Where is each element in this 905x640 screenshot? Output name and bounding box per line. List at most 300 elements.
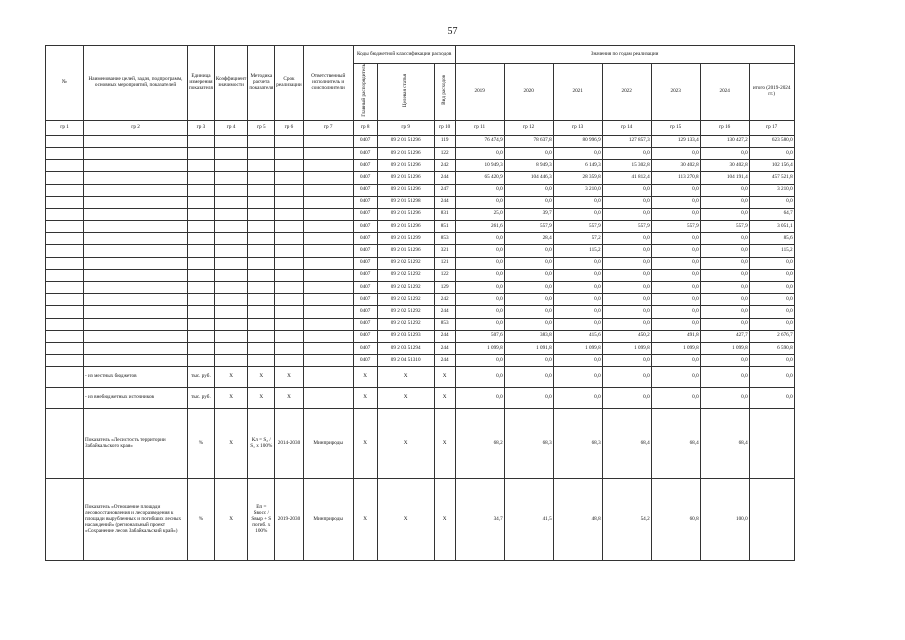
value-cell: 0,0 xyxy=(504,367,553,388)
code-gr8: 0407 xyxy=(353,196,377,208)
x-mark: X xyxy=(353,388,377,409)
budget-row xyxy=(46,388,795,409)
value-cell: 41 812,4 xyxy=(602,172,651,184)
empty-cell xyxy=(46,409,84,479)
empty-cell xyxy=(84,294,188,306)
empty-cell xyxy=(188,221,215,233)
col-header-8-text: Главный распорядитель xyxy=(361,64,368,117)
code-gr10: 321 xyxy=(434,245,455,257)
indicator-term: 2019-2030 xyxy=(275,479,303,561)
value-cell: 0,0 xyxy=(749,257,794,269)
empty-cell xyxy=(46,282,84,294)
col-header-6: Срок реализации xyxy=(275,46,303,121)
empty-cell xyxy=(46,388,84,409)
value-cell: 0,0 xyxy=(749,147,794,159)
value-cell: 68,2 xyxy=(455,409,504,479)
value-cell: 68,4 xyxy=(602,409,651,479)
code-gr9: 09 2 04 51310 xyxy=(377,355,434,367)
code-gr9: 09 2 02 51292 xyxy=(377,306,434,318)
value-cell: 115,2 xyxy=(749,245,794,257)
col-header-8 xyxy=(353,64,377,121)
value-cell: 68,3 xyxy=(504,409,553,479)
empty-cell xyxy=(303,355,353,367)
empty-cell xyxy=(188,245,215,257)
x-mark: X xyxy=(377,479,434,561)
empty-cell xyxy=(248,208,275,220)
value-cell: 0,0 xyxy=(602,269,651,281)
value-cell: 0,0 xyxy=(700,208,749,220)
code-gr10: 242 xyxy=(434,294,455,306)
empty-cell xyxy=(303,306,353,318)
empty-cell xyxy=(248,245,275,257)
value-cell: 30 402,8 xyxy=(651,160,700,172)
col-header-1: № xyxy=(46,46,84,121)
empty-cell xyxy=(46,342,84,354)
empty-cell xyxy=(84,221,188,233)
empty-cell xyxy=(188,196,215,208)
code-gr10: 244 xyxy=(434,196,455,208)
value-cell: 0,0 xyxy=(455,147,504,159)
empty-cell xyxy=(84,257,188,269)
value-cell: 0,0 xyxy=(749,367,794,388)
table-row xyxy=(46,306,795,318)
value-cell: 0,0 xyxy=(455,388,504,409)
value-cell: 383,8 xyxy=(504,330,553,342)
table-row xyxy=(46,269,795,281)
empty-cell xyxy=(275,294,303,306)
empty-cell xyxy=(275,330,303,342)
code-gr9: 09 2 01 51296 xyxy=(377,221,434,233)
empty-cell xyxy=(303,135,353,147)
value-cell: 0,0 xyxy=(504,294,553,306)
value-cell: 0,0 xyxy=(504,355,553,367)
empty-cell xyxy=(303,245,353,257)
value-cell: 0,0 xyxy=(455,306,504,318)
value-cell: 0,0 xyxy=(504,388,553,409)
x-mark: X xyxy=(377,388,434,409)
total-header: итого (2019-2024 гг.) xyxy=(749,64,794,121)
value-cell: 0,0 xyxy=(749,355,794,367)
empty-cell xyxy=(248,257,275,269)
budget-unit: тыс. руб. xyxy=(188,388,215,409)
value-cell: 48,8 xyxy=(553,479,602,561)
empty-cell xyxy=(84,318,188,330)
code-gr8: 0407 xyxy=(353,221,377,233)
value-cell: 557,9 xyxy=(700,221,749,233)
x-mark: X xyxy=(434,388,455,409)
table-row xyxy=(46,208,795,220)
empty-cell xyxy=(46,221,84,233)
value-cell xyxy=(749,409,794,479)
value-cell: 68,3 xyxy=(553,409,602,479)
value-cell: 0,0 xyxy=(602,367,651,388)
value-cell: 0,0 xyxy=(651,147,700,159)
code-gr9: 09 2 02 51292 xyxy=(377,294,434,306)
value-cell: 0,0 xyxy=(504,257,553,269)
empty-cell xyxy=(275,135,303,147)
code-gr8: 0407 xyxy=(353,342,377,354)
value-cell: 0,0 xyxy=(602,196,651,208)
column-number: гр 16 xyxy=(700,120,749,135)
code-gr9: 09 2 01 51296 xyxy=(377,184,434,196)
col-header-9 xyxy=(377,64,434,121)
value-cell: 68,4 xyxy=(651,409,700,479)
col-header-10 xyxy=(434,64,455,121)
indicator-name: Показатель «Отношение площади лесовосстановления и лесоразведения к площади вырубленных и погибших лесных насаждений» (региональный проект «Сохранение лесов Забайкальский край») xyxy=(84,479,188,561)
empty-cell xyxy=(214,330,247,342)
table-row xyxy=(46,184,795,196)
indicator-responsible: Минприроды xyxy=(303,409,353,479)
value-cell: 557,9 xyxy=(651,221,700,233)
x-mark: X xyxy=(353,367,377,388)
col-header-9-text: Целевая статья xyxy=(401,73,408,107)
value-cell: 491,8 xyxy=(651,330,700,342)
empty-cell xyxy=(248,355,275,367)
empty-cell xyxy=(248,147,275,159)
empty-cell xyxy=(188,342,215,354)
value-cell: 0,0 xyxy=(504,184,553,196)
value-cell: 64,7 xyxy=(749,208,794,220)
empty-cell xyxy=(214,221,247,233)
empty-cell xyxy=(214,306,247,318)
x-mark: X xyxy=(434,479,455,561)
empty-cell xyxy=(188,172,215,184)
code-gr10: 831 xyxy=(434,208,455,220)
budget-row xyxy=(46,367,795,388)
code-gr9: 09 2 02 51292 xyxy=(377,269,434,281)
value-cell: 113 270,8 xyxy=(651,172,700,184)
value-cell: 2 676,7 xyxy=(749,330,794,342)
value-cell: 0,0 xyxy=(749,282,794,294)
code-gr8: 0407 xyxy=(353,257,377,269)
empty-cell xyxy=(188,147,215,159)
value-cell: 0,0 xyxy=(700,355,749,367)
code-gr10: 247 xyxy=(434,184,455,196)
empty-cell xyxy=(303,294,353,306)
value-cell: 6 590,8 xyxy=(749,342,794,354)
value-cell: 0,0 xyxy=(455,233,504,245)
value-cell: 0,0 xyxy=(749,196,794,208)
value-cell: 0,0 xyxy=(700,306,749,318)
code-gr10: 121 xyxy=(434,257,455,269)
value-cell: 3 210,0 xyxy=(749,184,794,196)
x-mark: X xyxy=(353,409,377,479)
empty-cell xyxy=(84,172,188,184)
empty-cell xyxy=(303,196,353,208)
code-gr9: 09 2 03 51293 xyxy=(377,330,434,342)
value-cell: 0,0 xyxy=(651,184,700,196)
empty-cell xyxy=(275,306,303,318)
value-cell: 0,0 xyxy=(651,367,700,388)
empty-cell xyxy=(188,160,215,172)
empty-cell xyxy=(188,208,215,220)
value-cell: 0,0 xyxy=(504,147,553,159)
value-cell: 10 949,3 xyxy=(455,160,504,172)
column-number: гр 8 xyxy=(353,120,377,135)
table-row xyxy=(46,318,795,330)
value-cell: 0,0 xyxy=(455,245,504,257)
value-cell: 129 133,4 xyxy=(651,135,700,147)
value-cell: 130 427,2 xyxy=(700,135,749,147)
value-cell: 28,4 xyxy=(504,233,553,245)
empty-cell xyxy=(214,282,247,294)
empty-cell xyxy=(214,318,247,330)
year-header: 2019 xyxy=(455,64,504,121)
value-cell: 15 302,8 xyxy=(602,160,651,172)
value-cell: 57,2 xyxy=(553,233,602,245)
empty-cell xyxy=(84,269,188,281)
value-cell: 0,0 xyxy=(553,208,602,220)
code-gr8: 0407 xyxy=(353,245,377,257)
value-cell: 0,0 xyxy=(602,233,651,245)
empty-cell xyxy=(84,233,188,245)
value-cell: 0,0 xyxy=(651,208,700,220)
value-cell: 102 156,4 xyxy=(749,160,794,172)
indicator-method: Кл = S₂ / S₁ x 100% xyxy=(248,409,275,479)
value-cell: 0,0 xyxy=(602,208,651,220)
value-cell: 0,0 xyxy=(455,257,504,269)
indicator-name: Показатель «Лесистость территории Забайкальского края» xyxy=(84,409,188,479)
empty-cell xyxy=(275,257,303,269)
empty-cell xyxy=(188,257,215,269)
value-cell: 0,0 xyxy=(504,269,553,281)
code-gr8: 0407 xyxy=(353,135,377,147)
empty-cell xyxy=(46,294,84,306)
value-cell: 0,0 xyxy=(504,245,553,257)
empty-cell xyxy=(46,184,84,196)
empty-cell xyxy=(46,147,84,159)
value-cell: 450,2 xyxy=(602,330,651,342)
value-cell: 0,0 xyxy=(553,388,602,409)
column-number: гр 9 xyxy=(377,120,434,135)
value-cell: 6 149,3 xyxy=(553,160,602,172)
value-cell: 0,0 xyxy=(455,282,504,294)
value-cell: 507,6 xyxy=(455,330,504,342)
empty-cell xyxy=(214,245,247,257)
value-cell: 0,0 xyxy=(504,196,553,208)
code-gr8: 0407 xyxy=(353,282,377,294)
column-number: гр 11 xyxy=(455,120,504,135)
empty-cell xyxy=(46,208,84,220)
code-gr8: 0407 xyxy=(353,330,377,342)
empty-cell xyxy=(248,342,275,354)
empty-cell xyxy=(303,330,353,342)
empty-cell xyxy=(248,282,275,294)
empty-cell xyxy=(46,160,84,172)
empty-cell xyxy=(84,330,188,342)
year-header: 2021 xyxy=(553,64,602,121)
code-gr10: 244 xyxy=(434,306,455,318)
value-cell: 41,5 xyxy=(504,479,553,561)
code-gr9: 09 2 02 51292 xyxy=(377,257,434,269)
x-mark: X xyxy=(434,367,455,388)
empty-cell xyxy=(214,135,247,147)
code-gr8: 0407 xyxy=(353,233,377,245)
col-header-5: Методика расчета показателя xyxy=(248,46,275,121)
col-header-3: Единица измерения показателя xyxy=(188,46,215,121)
code-gr9: 09 2 01 51296 xyxy=(377,160,434,172)
table-row xyxy=(46,196,795,208)
column-number: гр 2 xyxy=(84,120,188,135)
empty-cell xyxy=(303,208,353,220)
value-cell: 8 949,3 xyxy=(504,160,553,172)
empty-cell xyxy=(46,318,84,330)
empty-cell xyxy=(214,294,247,306)
table-row xyxy=(46,294,795,306)
value-cell: 0,0 xyxy=(455,269,504,281)
value-cell: 127 857,3 xyxy=(602,135,651,147)
table-row xyxy=(46,147,795,159)
empty-cell xyxy=(248,172,275,184)
indicator-coef: X xyxy=(214,479,247,561)
code-gr10: 244 xyxy=(434,355,455,367)
code-gr8: 0407 xyxy=(353,294,377,306)
value-cell: 0,0 xyxy=(651,282,700,294)
empty-cell xyxy=(275,184,303,196)
code-gr8: 0407 xyxy=(353,160,377,172)
value-cell: 0,0 xyxy=(553,282,602,294)
value-cell: 0,0 xyxy=(700,367,749,388)
year-header: 2022 xyxy=(602,64,651,121)
code-gr10: 851 xyxy=(434,221,455,233)
value-cell: 0,0 xyxy=(651,294,700,306)
empty-cell xyxy=(303,342,353,354)
empty-cell xyxy=(275,160,303,172)
value-cell: 65 420,9 xyxy=(455,172,504,184)
code-gr9: 09 2 01 51296 xyxy=(377,135,434,147)
empty-cell xyxy=(84,196,188,208)
empty-cell xyxy=(214,160,247,172)
value-cell: 28 359,8 xyxy=(553,172,602,184)
empty-cell xyxy=(46,135,84,147)
empty-cell xyxy=(303,367,353,388)
empty-cell xyxy=(303,160,353,172)
value-cell: 0,0 xyxy=(602,355,651,367)
value-cell: 0,0 xyxy=(749,269,794,281)
empty-cell xyxy=(214,233,247,245)
empty-cell xyxy=(214,147,247,159)
column-number: гр 15 xyxy=(651,120,700,135)
column-number: гр 4 xyxy=(214,120,247,135)
empty-cell xyxy=(303,269,353,281)
value-cell: 0,0 xyxy=(602,388,651,409)
value-cell: 0,0 xyxy=(700,257,749,269)
indicator-responsible: Минприроды xyxy=(303,479,353,561)
empty-cell xyxy=(275,245,303,257)
budget-name: - из внебюджетных источников xyxy=(84,388,188,409)
empty-cell xyxy=(275,221,303,233)
codes-group-header: Коды бюджетной классификации расходов xyxy=(353,46,455,64)
value-cell: 68,4 xyxy=(700,409,749,479)
code-gr10: 244 xyxy=(434,330,455,342)
empty-cell xyxy=(303,318,353,330)
value-cell: 1 099,8 xyxy=(553,342,602,354)
column-number: гр 13 xyxy=(553,120,602,135)
empty-cell xyxy=(46,233,84,245)
x-mark: X xyxy=(377,409,434,479)
column-number: гр 7 xyxy=(303,120,353,135)
empty-cell xyxy=(188,233,215,245)
empty-cell xyxy=(248,184,275,196)
empty-cell xyxy=(188,318,215,330)
empty-cell xyxy=(188,135,215,147)
value-cell: 0,0 xyxy=(651,355,700,367)
x-mark: X xyxy=(214,388,247,409)
value-cell: 1 099,8 xyxy=(700,342,749,354)
empty-cell xyxy=(275,147,303,159)
empty-cell xyxy=(214,355,247,367)
code-gr8: 0407 xyxy=(353,184,377,196)
empty-cell xyxy=(46,367,84,388)
column-number: гр 17 xyxy=(749,120,794,135)
empty-cell xyxy=(275,196,303,208)
column-number: гр 3 xyxy=(188,120,215,135)
code-gr8: 0407 xyxy=(353,208,377,220)
value-cell: 623 580,0 xyxy=(749,135,794,147)
value-cell: 557,9 xyxy=(553,221,602,233)
value-cell: 0,0 xyxy=(700,294,749,306)
value-cell: 76 474,9 xyxy=(455,135,504,147)
empty-cell xyxy=(214,196,247,208)
value-cell: 0,0 xyxy=(553,257,602,269)
empty-cell xyxy=(188,294,215,306)
value-cell: 54,2 xyxy=(602,479,651,561)
table-row xyxy=(46,172,795,184)
value-cell: 557,9 xyxy=(504,221,553,233)
value-cell: 0,0 xyxy=(700,147,749,159)
value-cell: 457 521,8 xyxy=(749,172,794,184)
table-row xyxy=(46,221,795,233)
value-cell: 0,0 xyxy=(749,306,794,318)
empty-cell xyxy=(84,208,188,220)
code-gr9: 09 2 03 51294 xyxy=(377,342,434,354)
empty-cell xyxy=(214,257,247,269)
years-group-header: Значения по годам реализации xyxy=(455,46,794,64)
empty-cell xyxy=(84,342,188,354)
empty-cell xyxy=(46,306,84,318)
empty-cell xyxy=(188,330,215,342)
value-cell: 30 402,8 xyxy=(700,160,749,172)
empty-cell xyxy=(188,282,215,294)
value-cell: 0,0 xyxy=(700,318,749,330)
value-cell: 0,0 xyxy=(455,184,504,196)
empty-cell xyxy=(84,184,188,196)
value-cell: 0,0 xyxy=(700,269,749,281)
table-row xyxy=(46,257,795,269)
value-cell: 0,0 xyxy=(553,367,602,388)
code-gr9: 09 2 01 51299 xyxy=(377,233,434,245)
table-row xyxy=(46,282,795,294)
indicator-term: 2014-2030 xyxy=(275,409,303,479)
value-cell: 0,0 xyxy=(602,257,651,269)
value-cell: 0,0 xyxy=(602,318,651,330)
table-row xyxy=(46,342,795,354)
value-cell: 0,0 xyxy=(749,318,794,330)
empty-cell xyxy=(248,135,275,147)
value-cell: 25,0 xyxy=(455,208,504,220)
value-cell: 0,0 xyxy=(651,257,700,269)
value-cell: 80 996,9 xyxy=(553,135,602,147)
empty-cell xyxy=(248,160,275,172)
value-cell: 0,0 xyxy=(553,269,602,281)
empty-cell xyxy=(303,388,353,409)
indicator-unit: % xyxy=(188,409,215,479)
x-mark: X xyxy=(214,367,247,388)
value-cell: 557,9 xyxy=(602,221,651,233)
value-cell: 0,0 xyxy=(455,355,504,367)
empty-cell xyxy=(84,160,188,172)
value-cell: 415,6 xyxy=(553,330,602,342)
